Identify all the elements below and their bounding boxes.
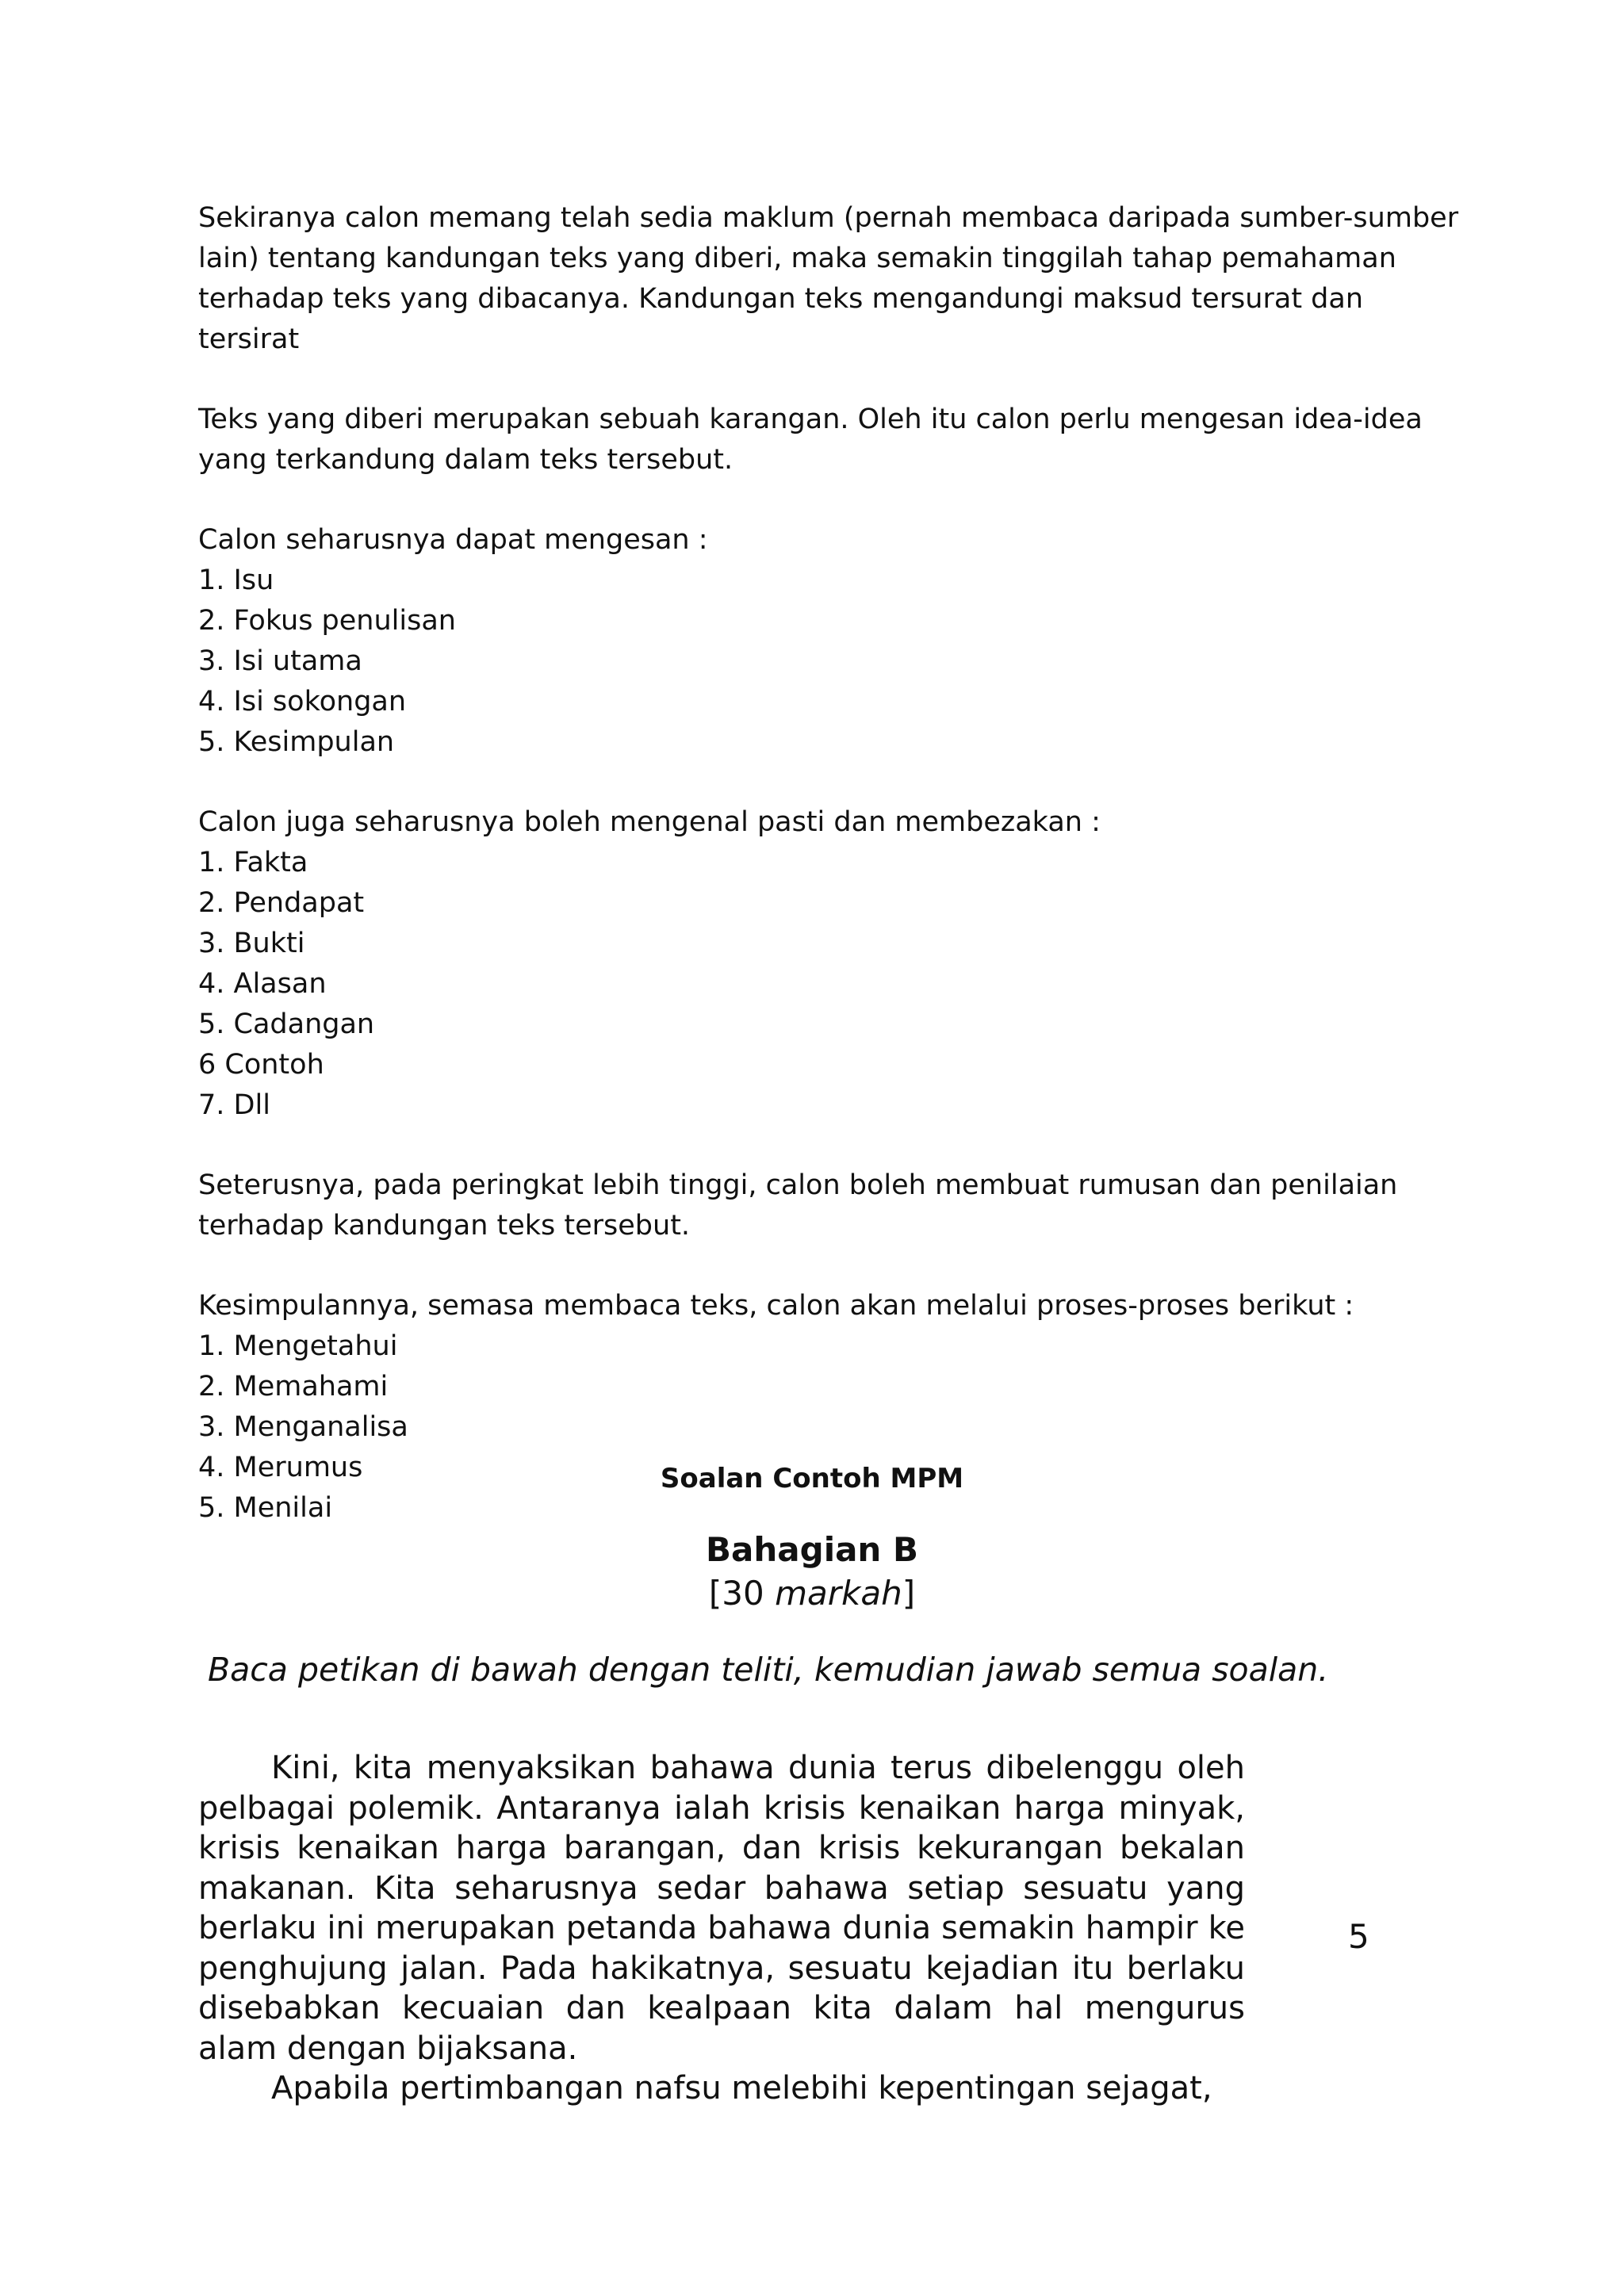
passage-paragraph-1: Kini, kita menyaksikan bahawa dunia terus dibelenggu oleh pelbagai polemik. Antaranya ialah krisis kenaikan harga minyak, krisis kenaikan harga barangan, dan krisis kekurangan bekalan makanan. Kita seharusnya sedar bahawa setiap sesuatu yang berlaku ini merupakan petanda bahawa dunia semakin hampir ke penghujung jalan. Pada hakikatnya, sesuatu kejadian itu berlaku disebabkan kecuaian dan kealpaan kita dalam hal mengurus alam dengan bijaksana. — [198, 1750, 1245, 2067]
identify-list — [198, 843, 1467, 1126]
list-item: 3. Isi utama — [198, 645, 362, 677]
list2-title: Calon juga seharusnya boleh mengenal pasti dan membezakan : — [198, 806, 1101, 838]
list-item: 5. Kesimpulan — [198, 726, 395, 758]
marks-label — [0, 1574, 1624, 1613]
list3-title: Kesimpulannya, semasa membaca teks, calon akan melalui proses-proses berikut : — [198, 1290, 1354, 1322]
intro-section — [198, 198, 1467, 1529]
list-item: 1. Mengetahui — [198, 1330, 398, 1362]
list-item: 4. Isi sokongan — [198, 686, 407, 718]
list-item: 3. Menganalisa — [198, 1411, 408, 1443]
list-item: 5. Menilai — [198, 1492, 333, 1524]
list-item: 2. Pendapat — [198, 887, 365, 919]
list-item: 6 Contoh — [198, 1049, 324, 1081]
list-item: 2. Fokus penulisan — [198, 605, 456, 637]
intro-paragraph-2: Teks yang diberi merupakan sebuah karangan. Oleh itu calon perlu mengesan idea-idea yang terkandung dalam teks tersebut. — [198, 404, 1423, 476]
intro-paragraph-1: Sekiranya calon memang telah sedia maklum (pernah membaca daripada sumber-sumber lain) tentang kandungan teks yang diberi, maka semakin tinggilah tahap pemahaman terhadap teks yang dibacanya. Kandungan teks mengandungi maksud tersurat dan tersirat — [198, 202, 1459, 355]
list-item: 7. Dll — [198, 1089, 270, 1121]
process-list — [198, 1326, 1467, 1529]
list-item: 3. Bukti — [198, 928, 305, 959]
list-item: 5. Cadangan — [198, 1008, 375, 1040]
marks-close: ] — [902, 1574, 916, 1613]
section-title: Bahagian B — [706, 1530, 918, 1569]
list-item: 2. Memahami — [198, 1371, 389, 1402]
intro-paragraph-3: Seterusnya, pada peringkat lebih tinggi, calon boleh membuat rumusan dan penilaian terhadap kandungan teks tersebut. — [198, 1169, 1398, 1242]
detect-list — [198, 561, 1467, 763]
marks-word: markah — [775, 1574, 902, 1613]
marks-open: [30 — [708, 1574, 776, 1613]
reading-passage — [198, 1748, 1245, 2109]
list-item: 1. Fakta — [198, 847, 308, 878]
list1-title: Calon seharusnya dapat mengesan : — [198, 524, 708, 556]
list-item: 4. Merumus — [198, 1452, 363, 1483]
sample-question-title: Soalan Contoh MPM — [660, 1463, 964, 1494]
instruction-text: Baca petikan di bawah dengan teliti, kemudian jawab semua soalan. — [208, 1651, 1329, 1689]
list-item: 4. Alasan — [198, 968, 327, 1000]
list-item: 1. Isu — [198, 564, 274, 596]
page-number: 5 — [1348, 1917, 1369, 1956]
passage-paragraph-2: Apabila pertimbangan nafsu melebihi kepentingan sejagat, — [271, 2070, 1212, 2107]
